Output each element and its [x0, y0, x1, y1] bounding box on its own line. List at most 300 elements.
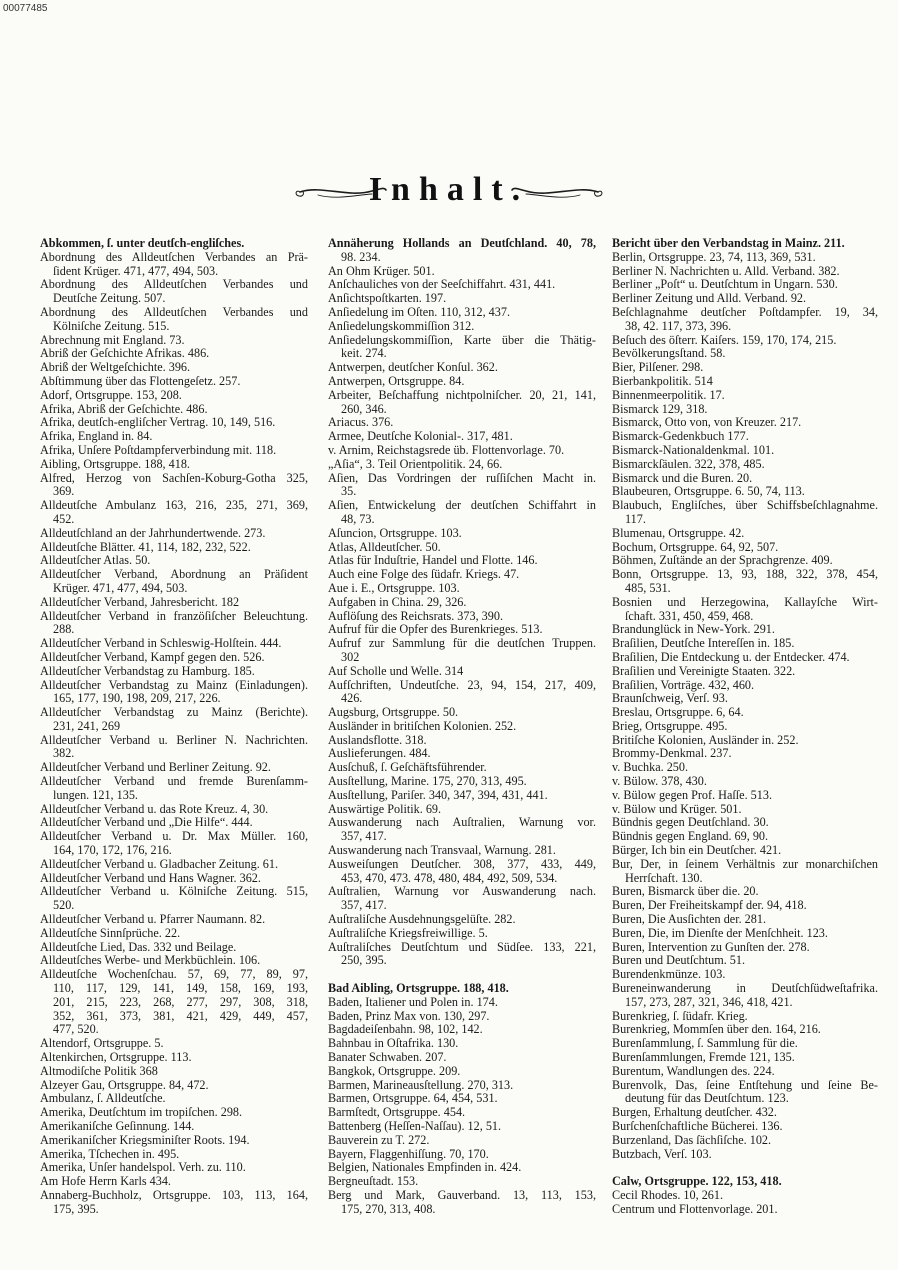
index-entry: [40, 403, 308, 417]
index-entry: [612, 1079, 878, 1107]
entry-line: v. Bülow und Krüger. 501.: [612, 802, 742, 816]
index-entry: [612, 941, 878, 955]
entry-line: Buren, Bismarck über die. 20.: [612, 885, 759, 899]
entry-line: Alldeutſcher Verband und „Die Hilfe“. 444.: [40, 816, 253, 830]
entry-line: Blumenau, Ortsgruppe. 42.: [612, 526, 745, 540]
index-entry: [40, 941, 308, 955]
index-entry: [612, 1010, 878, 1024]
entry-line: Auch eine Folge des ſüdafr. Kriegs. 47.: [328, 568, 520, 582]
index-entry: [40, 1037, 308, 1051]
index-entry: [612, 430, 878, 444]
entry-line: Bismarck, Otto von, von Kreuzer. 217.: [612, 416, 802, 430]
index-entry: [328, 278, 596, 292]
index-entry: [612, 458, 878, 472]
entry-line: 175, 270, 313, 408.: [341, 1202, 436, 1216]
index-entry: [328, 789, 596, 803]
index-entry: [328, 844, 596, 858]
index-entry: [328, 582, 596, 596]
entry-line: Alldeutſcher Verband in franzöſiſcher Beleuchtung.: [40, 609, 308, 623]
entry-line: Ariacus. 376.: [328, 416, 394, 430]
index-section: [612, 237, 878, 1161]
index-entry: [612, 265, 878, 279]
entry-line: Braſilien, Die Entdeckung u. der Entdecker. 474.: [612, 650, 850, 664]
entry-line: Beſuch des öſterr. Kaiſers. 159, 170, 174, 215.: [612, 333, 837, 347]
entry-line: Berlin, Ortsgruppe. 23, 74, 113, 369, 531.: [612, 250, 816, 264]
entry-line: Bad Aibling, Ortsgruppe. 188, 418.: [328, 982, 509, 996]
entry-line: Auſtraliſches Deutſchtum und Südſee. 133, 221,: [328, 940, 596, 954]
entry-line: Butzbach, Verſ. 103.: [612, 1147, 712, 1161]
index-entry: [328, 430, 596, 444]
entry-line: 426.: [341, 692, 363, 706]
entry-line: Amerikaniſche Geſinnung. 144.: [40, 1120, 195, 1133]
entry-line: Burſchenſchaftliche Bücherei. 136.: [612, 1120, 783, 1133]
index-entry: [612, 899, 878, 913]
entry-line: Auswanderung nach Auſtralien, Warnung vor.: [328, 816, 596, 830]
index-entry: [612, 251, 878, 265]
entry-line: Abriß der Weltgeſchichte. 396.: [40, 361, 191, 375]
entry-line: Anſiedelungskommiſſion 312.: [328, 319, 475, 333]
index-entry: [612, 1037, 878, 1051]
index-entry: [328, 596, 596, 610]
entry-line: Cecil Rhodes. 10, 261.: [612, 1188, 724, 1202]
index-entry: [612, 968, 878, 982]
entry-line: Alldeutſcher Verbandstag zu Mainz (Einladungen).: [40, 678, 308, 692]
index-entry: [328, 885, 596, 913]
entry-line: Ausweiſungen Deutſcher. 308, 377, 433, 449,: [328, 857, 596, 871]
entry-line: Anſiedelung im Oſten. 110, 312, 437.: [328, 305, 511, 319]
index-entry: [40, 913, 308, 927]
index-entry: [612, 789, 878, 803]
entry-line: Alldeutſcher Verband, Jahresbericht. 182: [40, 595, 240, 609]
entry-line: Calw, Ortsgruppe. 122, 153, 418.: [612, 1175, 782, 1189]
entry-line: Alzeyer Gau, Ortsgruppe. 84, 472.: [40, 1078, 209, 1092]
index-entry: [40, 637, 308, 651]
entry-line: Ausſtellung, Marine. 175, 270, 313, 495.: [328, 775, 527, 789]
index-entry: [40, 251, 308, 279]
entry-line: Amerikaniſcher Kriegsminiſter Roots. 194.: [40, 1133, 250, 1147]
entry-line: Buren und Deutſchtum. 51.: [612, 954, 746, 968]
entry-line: Berliner Zeitung und Alld. Verband. 92.: [612, 292, 807, 306]
entry-line: Alldeutſcher Verband u. Kölniſche Zeitung. 515,: [40, 885, 308, 899]
index-entry: [40, 237, 308, 251]
index-entry: [40, 1106, 308, 1120]
index-entry: [40, 554, 308, 568]
entry-line: Böhmen, Zuſtände an der Sprachgrenze. 409.: [612, 554, 833, 568]
index-entry: [328, 1106, 596, 1120]
entry-line: Abordnung des Alldeutſchen Verbandes an Prä-: [40, 250, 308, 264]
entry-line: Augsburg, Ortsgruppe. 50.: [328, 706, 459, 720]
entry-line: 35.: [341, 485, 357, 499]
index-entry: [328, 320, 596, 334]
index-entry: [612, 361, 878, 375]
entry-line: Burenkrieg, Mommſen über den. 164, 216.: [612, 1023, 821, 1037]
index-entry: [328, 1010, 596, 1024]
index-entry: [328, 858, 596, 886]
entry-line: Aibling, Ortsgruppe. 188, 418.: [40, 457, 190, 471]
entry-line: Berg und Mark, Gauverband. 13, 113, 153,: [328, 1188, 596, 1202]
entry-line: Beſchlagnahme deutſcher Poſtdampfer. 19, 34,: [612, 305, 878, 319]
entry-line: Afrika, England in. 84.: [40, 430, 153, 444]
index-entry: [40, 444, 308, 458]
index-entry: [40, 527, 308, 541]
entry-line: Abordnung des Alldeutſchen Verbandes und: [40, 278, 308, 292]
entry-line: Auſtralien, Warnung vor Auswanderung nach.: [328, 885, 596, 899]
index-entry: [40, 596, 308, 610]
index-entry: [328, 1092, 596, 1106]
entry-line: 164, 170, 172, 176, 216.: [53, 844, 172, 858]
index-entry: [612, 665, 878, 679]
index-entry: [612, 844, 878, 858]
entry-line: 231, 241, 269: [53, 719, 121, 733]
index-entry: [40, 1065, 308, 1079]
index-entry: [612, 1023, 878, 1037]
entry-line: Berliner „Poſt“ u. Deutſchtum in Ungarn. 530.: [612, 278, 838, 292]
index-entry: [612, 982, 878, 1010]
entry-line: „Aſia“, 3. Teil Orientpolitik. 24, 66.: [328, 457, 503, 471]
entry-line: Afrika, deutſch-engliſcher Vertrag. 10, 149, 516.: [40, 416, 276, 430]
index-entry: [328, 996, 596, 1010]
entry-line: 98. 234.: [341, 250, 381, 264]
entry-line: Aufgaben in China. 29, 326.: [328, 595, 467, 609]
index-entry: [40, 306, 308, 334]
index-entry: [328, 747, 596, 761]
entry-line: Ausſchuß, ſ. Geſchäftsführender.: [328, 761, 487, 775]
entry-line: lungen. 121, 135.: [53, 788, 138, 802]
entry-line: Bahnbau in Oſtafrika. 130.: [328, 1037, 459, 1051]
entry-line: Auslandsflotte. 318.: [328, 733, 427, 747]
index-entry: [40, 858, 308, 872]
entry-line: Bevölkerungsſtand. 58.: [612, 347, 726, 361]
index-entry: [612, 775, 878, 789]
entry-line: Bismarck und die Buren. 20.: [612, 471, 753, 485]
index-entry: [40, 803, 308, 817]
entry-line: Anſichtspoſtkarten. 197.: [328, 292, 447, 306]
index-entry: [612, 389, 878, 403]
index-entry: [612, 485, 878, 499]
entry-line: 157, 273, 287, 321, 346, 418, 421.: [625, 995, 793, 1009]
index-entry: [328, 941, 596, 969]
index-entry: [328, 775, 596, 789]
entry-line: Altendorf, Ortsgruppe. 5.: [40, 1037, 164, 1051]
index-entry: [328, 706, 596, 720]
index-entry: [328, 237, 596, 265]
entry-line: 110, 117, 129, 141, 149, 158, 169, 193,: [53, 982, 308, 996]
entry-line: Bericht über den Verbandstag in Mainz. 211.: [612, 237, 845, 250]
entry-line: Bismarckſäulen. 322, 378, 485.: [612, 457, 765, 471]
entry-line: Burenſammlungen, Fremde 121, 135.: [612, 1051, 795, 1065]
entry-line: 38, 42. 117, 373, 396.: [625, 319, 732, 333]
index-entry: [40, 1092, 308, 1106]
index-entry: [328, 1065, 596, 1079]
entry-line: keit. 274.: [341, 347, 387, 361]
entry-line: Braſilien, Vorträge. 432, 460.: [612, 678, 755, 692]
entry-line: Baden, Italiener und Polen in. 174.: [328, 995, 498, 1009]
index-entry: [612, 1148, 878, 1162]
index-entry: [328, 389, 596, 417]
index-entry: [40, 430, 308, 444]
index-entry: [612, 1051, 878, 1065]
entry-line: Herrſchaft. 130.: [625, 871, 703, 885]
index-entry: [612, 679, 878, 693]
index-entry: [40, 361, 308, 375]
entry-line: Am Hofe Herrn Karls 434.: [40, 1175, 171, 1189]
index-entry: [328, 637, 596, 665]
index-entry: [40, 1161, 308, 1175]
entry-line: ſchaft. 331, 450, 459, 468.: [625, 609, 754, 623]
entry-line: Bündnis gegen Deutſchland. 30.: [612, 816, 769, 830]
index-entry: [612, 858, 878, 886]
index-entry: [612, 334, 878, 348]
entry-line: 357, 417.: [341, 899, 387, 913]
index-entry: [612, 885, 878, 899]
entry-line: Baden, Prinz Max von. 130, 297.: [328, 1009, 490, 1023]
index-section: [612, 1175, 878, 1216]
entry-line: Blaubeuren, Ortsgruppe. 6. 50, 74, 113.: [612, 485, 805, 499]
entry-line: Breslau, Ortsgruppe. 6, 64.: [612, 706, 744, 720]
index-entry: [612, 444, 878, 458]
entry-line: Barmſtedt, Ortsgruppe. 454.: [328, 1106, 466, 1120]
index-entry: [612, 527, 878, 541]
entry-line: Binnenmeerpolitik. 17.: [612, 388, 725, 402]
entry-line: Battenberg (Heſſen-Naſſau). 12, 51.: [328, 1120, 502, 1133]
index-entry: [40, 761, 308, 775]
entry-line: Alldeutſche Wochenſchau. 57, 69, 77, 89, 97,: [40, 968, 308, 982]
index-entry: [40, 954, 308, 968]
entry-line: Alldeutſcher Verband u. Pfarrer Naumann. 82.: [40, 913, 266, 927]
entry-line: Bureneinwanderung in Deutſchſüdweſtafrika.: [612, 982, 878, 996]
entry-line: Britiſche Kolonien, Ausländer in. 252.: [612, 733, 799, 747]
index-entry: [328, 913, 596, 927]
entry-line: Bangkok, Ortsgruppe. 209.: [328, 1064, 461, 1078]
entry-line: Aſien, Entwickelung der deutſchen Schiffahrt in: [328, 499, 596, 513]
index-entry: [40, 665, 308, 679]
index-entry: [40, 389, 308, 403]
index-entry: [328, 334, 596, 362]
entry-line: 201, 215, 223, 268, 277, 297, 308, 318,: [53, 995, 308, 1009]
index-column-3: [612, 237, 878, 1217]
index-entry: [612, 1203, 878, 1217]
index-entry: [612, 278, 878, 292]
index-entry: [612, 830, 878, 844]
entry-line: Buren, Die, im Dienſte der Menſchheit. 123.: [612, 926, 828, 940]
entry-line: Alldeutſcher Verband u. Dr. Max Müller. 160,: [40, 830, 308, 844]
index-entry: [612, 347, 878, 361]
entry-line: Bonn, Ortsgruppe. 13, 93, 188, 322, 378, 454,: [612, 568, 878, 582]
entry-line: Alldeutſcher Verband und Hans Wagner. 362.: [40, 871, 261, 885]
index-entry: [40, 651, 308, 665]
index-entry: [612, 1106, 878, 1120]
index-entry: [612, 816, 878, 830]
entry-line: Blaubuch, Engliſches, über Schiffsbeſchlagnahme.: [612, 499, 878, 513]
entry-line: Auſtraliſche Ausdehnungsgelüſte. 282.: [328, 913, 516, 927]
index-entry: [328, 1175, 596, 1189]
entry-line: Bagdadeiſenbahn. 98, 102, 142.: [328, 1023, 483, 1037]
entry-line: Bayern, Flaggenhiſſung. 70, 170.: [328, 1147, 489, 1161]
entry-line: Ambulanz, ſ. Alldeutſche.: [40, 1092, 166, 1106]
index-section: [328, 982, 596, 1217]
entry-line: Auswanderung nach Transvaal, Warnung. 281.: [328, 844, 556, 858]
entry-line: Aufruf für die Opfer des Burenkrieges. 513.: [328, 623, 543, 637]
index-entry: [328, 816, 596, 844]
entry-line: Amerika, Deutſchtum im tropiſchen. 298.: [40, 1106, 243, 1120]
entry-line: v. Buchka. 250.: [612, 761, 689, 775]
entry-line: Bier, Pilſener. 298.: [612, 361, 704, 375]
entry-line: Braunſchweig, Verſ. 93.: [612, 692, 728, 706]
entry-line: Alldeutſcher Atlas. 50.: [40, 554, 151, 568]
index-entry: [612, 747, 878, 761]
entry-line: Burentum, Wandlungen des. 224.: [612, 1064, 775, 1078]
entry-line: Bürger, Ich bin ein Deutſcher. 421.: [612, 844, 782, 858]
index-entry: [612, 403, 878, 417]
index-entry: [328, 568, 596, 582]
index-entry: [40, 1120, 308, 1134]
index-entry: [328, 927, 596, 941]
index-section: [328, 237, 596, 968]
entry-line: Alldeutſcher Verbandstag zu Hamburg. 185.: [40, 664, 255, 678]
index-entry: [328, 1023, 596, 1037]
entry-line: Bismarck-Nationaldenkmal. 101.: [612, 443, 775, 457]
entry-line: Antwerpen, Ortsgruppe. 84.: [328, 374, 465, 388]
entry-line: Kölniſche Zeitung. 515.: [53, 319, 170, 333]
index-entry: [612, 954, 878, 968]
entry-line: v. Bülow. 378, 430.: [612, 775, 707, 789]
index-entry: [612, 761, 878, 775]
entry-line: ſident Krüger. 471, 477, 494, 503.: [53, 264, 219, 278]
index-entry: [612, 1065, 878, 1079]
index-column-2: [328, 237, 596, 1217]
index-entry: [328, 665, 596, 679]
index-entry: [612, 720, 878, 734]
entry-line: Ausländer in britiſchen Kolonien. 252.: [328, 719, 517, 733]
entry-line: Abriß der Geſchichte Afrikas. 486.: [40, 347, 210, 361]
index-entry: [40, 375, 308, 389]
page-title: Inhalt.: [368, 171, 530, 208]
entry-line: Ausſtellung, Pariſer. 340, 347, 394, 431, 441.: [328, 788, 548, 802]
entry-line: Aufruf zur Sammlung für die deutſchen Truppen.: [328, 637, 596, 651]
index-entry: [40, 416, 308, 430]
entry-line: Belgien, Nationales Empfinden in. 424.: [328, 1161, 522, 1175]
index-entry: [40, 734, 308, 762]
index-entry: [612, 1175, 878, 1189]
index-entry: [40, 927, 308, 941]
index-entry: [612, 1189, 878, 1203]
entry-line: Bergneuſtadt. 153.: [328, 1175, 419, 1189]
entry-line: Burzenland, Das ſächſiſche. 102.: [612, 1133, 772, 1147]
entry-line: Brieg, Ortsgruppe. 495.: [612, 719, 728, 733]
entry-line: 382.: [53, 747, 75, 761]
entry-line: Burendenkmünze. 103.: [612, 968, 726, 982]
entry-line: Anſiedelungskommiſſion, Karte über die Thätig-: [328, 333, 596, 347]
entry-line: Alldeutſcher Verband in Schleswig-Holſtein. 444.: [40, 637, 282, 651]
index-entry: [40, 1175, 308, 1189]
index-entry: [328, 1079, 596, 1093]
entry-line: Braſilien, Deutſche Intereſſen in. 185.: [612, 637, 795, 651]
index-entry: [328, 982, 596, 996]
entry-line: Abordnung des Alldeutſchen Verbandes und: [40, 305, 308, 319]
index-entry: [40, 1134, 308, 1148]
index-entry: [40, 816, 308, 830]
entry-line: Buren, Die Ausſichten der. 281.: [612, 913, 767, 927]
index-entry: [40, 334, 308, 348]
entry-line: Bündnis gegen England. 69, 90.: [612, 830, 769, 844]
index-entry: [40, 458, 308, 472]
index-entry: [40, 1051, 308, 1065]
entry-line: Auswärtige Politik. 69.: [328, 802, 442, 816]
index-entry: [612, 237, 878, 251]
entry-line: 117.: [625, 512, 646, 526]
entry-line: Bauverein zu T. 272.: [328, 1133, 430, 1147]
index-column-1: [40, 237, 308, 1217]
entry-line: Arbeiter, Beſchaffung nichtpolniſcher. 20, 21, 141,: [328, 388, 596, 402]
index-entry: [328, 1161, 596, 1175]
entry-line: An Ohm Krüger. 501.: [328, 264, 435, 278]
index-entry: [328, 1037, 596, 1051]
entry-line: Alldeutſche Blätter. 41, 114, 182, 232, 522.: [40, 540, 251, 554]
index-entry: [612, 913, 878, 927]
entry-line: Bismarck 129, 318.: [612, 402, 708, 416]
entry-line: Banater Schwaben. 207.: [328, 1051, 447, 1065]
index-entry: [328, 458, 596, 472]
entry-line: 352, 361, 373, 381, 421, 429, 449, 457,: [53, 1009, 308, 1023]
index-entry: [40, 1079, 308, 1093]
entry-line: Burenkrieg, ſ. ſüdafr. Krieg.: [612, 1009, 748, 1023]
index-entry: [612, 554, 878, 568]
index-entry: [612, 541, 878, 555]
index-entry: [328, 527, 596, 541]
entry-line: Bochum, Ortsgruppe. 64, 92, 507.: [612, 540, 779, 554]
index-entry: [40, 830, 308, 858]
entry-line: Anſchauliches von der Seeſchiffahrt. 431, 441.: [328, 278, 556, 292]
entry-line: Alldeutſcher Verband, Abordnung an Präſident: [40, 568, 308, 582]
index-entry: [612, 596, 878, 624]
entry-line: Auf Scholle und Welle. 314: [328, 664, 464, 678]
entry-line: Aue i. E., Ortsgruppe. 103.: [328, 581, 460, 595]
entry-line: Annaberg-Buchholz, Ortsgruppe. 103, 113, 164,: [40, 1188, 308, 1202]
index-entry: [612, 568, 878, 596]
index-entry: [612, 803, 878, 817]
entry-line: 175, 395.: [53, 1202, 99, 1216]
entry-line: Amerika, Unſer handelspol. Verh. zu. 110.: [40, 1161, 246, 1175]
index-entry: [328, 541, 596, 555]
entry-line: Alldeutſcher Verband und Berliner Zeitung. 92.: [40, 761, 271, 775]
entry-line: 250, 395.: [341, 954, 387, 968]
entry-line: 260, 346.: [341, 402, 387, 416]
entry-line: Aſien, Das Vordringen der ruſſiſchen Macht in.: [328, 471, 596, 485]
entry-line: Alldeutſche Lied, Das. 332 und Beilage.: [40, 940, 237, 954]
entry-line: Buren, Der Freiheitskampf der. 94, 418.: [612, 899, 807, 913]
entry-line: Alldeutſche Ambulanz 163, 216, 235, 271, 369,: [40, 499, 308, 513]
index-entry: [328, 1189, 596, 1217]
index-entry: [40, 885, 308, 913]
index-section: [40, 237, 308, 1217]
entry-line: Antwerpen, deutſcher Konſul. 362.: [328, 361, 498, 375]
entry-line: 477, 520.: [53, 1023, 99, 1037]
entry-line: Alldeutſcher Verband und fremde Burenſamm-: [40, 775, 308, 789]
entry-line: Bierbankpolitik. 514: [612, 374, 713, 388]
entry-line: Aufſchriften, Undeutſche. 23, 94, 154, 217, 409,: [328, 678, 596, 692]
entry-line: Atlas, Alldeutſcher. 50.: [328, 540, 441, 554]
entry-line: 357, 417.: [341, 830, 387, 844]
entry-line: Berliner N. Nachrichten u. Alld. Verband. 382.: [612, 264, 840, 278]
entry-line: Centrum und Flottenvorlage. 201.: [612, 1202, 778, 1216]
entry-line: Auflöſung des Reichsrats. 373, 390.: [328, 609, 504, 623]
entry-line: Krüger. 471, 477, 494, 503.: [53, 581, 188, 595]
entry-line: Auſtraliſche Kriegsfreiwillige. 5.: [328, 926, 488, 940]
entry-line: Bosnien und Herzegowina, Kallayſche Wirt-: [612, 595, 878, 609]
entry-line: Afrika, Unſere Poſtdampferverbindung mit. 118.: [40, 443, 277, 457]
entry-line: Alldeutſcher Verband u. Berliner N. Nachrichten.: [40, 733, 308, 747]
index-entry: [328, 734, 596, 748]
